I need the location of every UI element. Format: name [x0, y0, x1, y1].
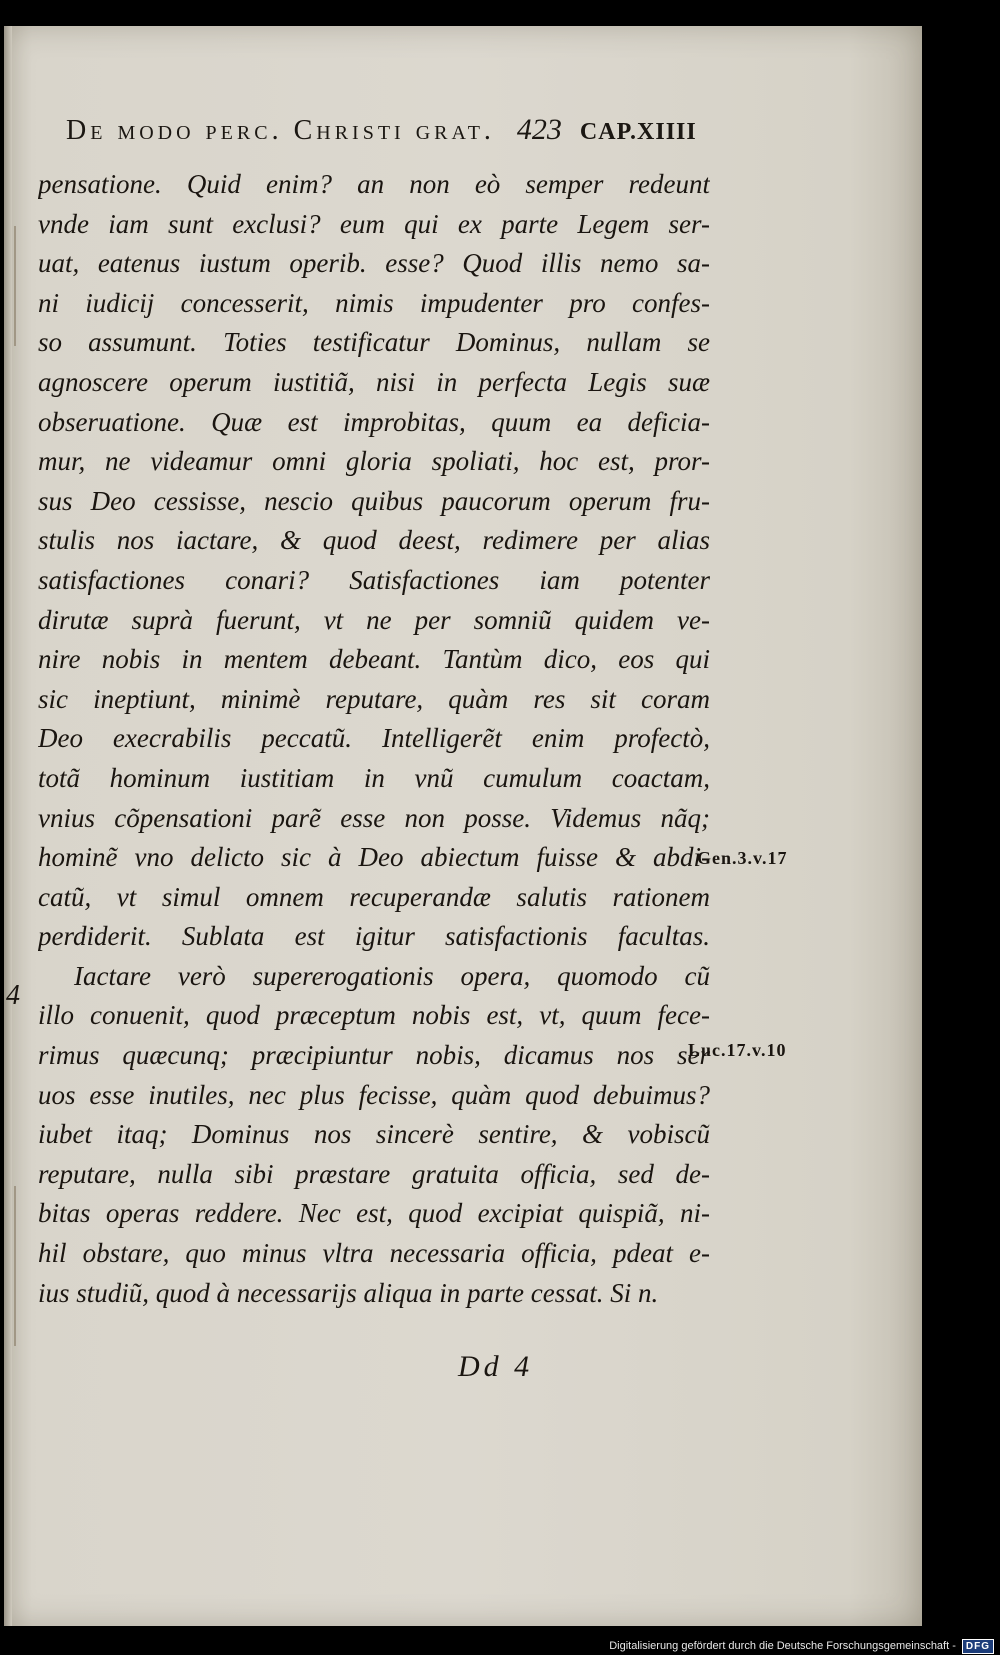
- text-line: mur, ne videamur omni gloria spoliati, hoc est, pror-: [38, 446, 710, 477]
- signature-catchword: Dd 4: [458, 1350, 534, 1383]
- text-line: illo conuenit, quod præceptum nobis est, vt, quum fece-: [38, 1000, 710, 1031]
- margin-note-genesis: Gen.3.v.17: [697, 848, 788, 868]
- text-line: satisfactiones conari? Satisfactiones iam potenter: [38, 564, 710, 595]
- text-line: pensatione. Quid enim? an non eò semper redeunt: [38, 169, 710, 199]
- text-line: uos esse inutiles, nec plus fecisse, quàm quod debuimus?: [38, 1079, 710, 1110]
- text-line: totã hominum iustitiam in vnũ cumulum coactam,: [38, 762, 710, 793]
- digitization-footer: [609, 1637, 994, 1655]
- footer-credit: Digitalisierung gefördert durch die Deutsche Forschungsgemeinschaft -: [609, 1640, 956, 1652]
- text-line: rimus quæcunq; præcipiuntur nobis, dicamus nos ser: [38, 1040, 710, 1071]
- text-line: sus Deo cessisse, nescio quibus paucorum operum fru-: [38, 485, 710, 516]
- margin-note-luke: Luc.17.v.10: [688, 1040, 787, 1060]
- text-line: vnius cõpensationi parẽ esse non posse. Videmus nãq;: [38, 802, 710, 833]
- text-line: agnoscere operum iustitiã, nisi in perfecta Legis suæ: [38, 366, 710, 397]
- text-line: uat, eatenus iustum operib. esse? Quod illis nemo sa-: [38, 248, 710, 279]
- text-line: ius studiũ, quod à necessarijs aliqua in parte cessat. Si n.: [38, 1277, 659, 1308]
- binding-shadow: [14, 226, 16, 346]
- text-line: dirutæ suprà fuerunt, vt ne per somniũ quidem ve-: [38, 604, 710, 635]
- running-head-title: De modo perc. Christi grat.: [66, 115, 495, 146]
- chapter-label: CAP.XIIII: [579, 119, 697, 145]
- text-line: Deo execrabilis peccatũ. Intelligerẽt enim profectò,: [38, 723, 710, 754]
- text-line: catũ, vt simul omnem recuperandæ salutis rationem: [38, 881, 710, 912]
- text-line: reputare, nulla sibi præstare gratuita officia, sed de-: [38, 1158, 710, 1189]
- text-line: iubet itaq; Dominus nos sincerè sentire, & vobiscũ: [38, 1119, 710, 1150]
- folio-number: 423: [516, 113, 562, 146]
- text-line: bitas operas reddere. Nec est, quod excipiat quispiã, ni-: [38, 1198, 710, 1229]
- text-line: ni iudicij concesserit, nimis impudenter pro confes-: [38, 287, 710, 318]
- text-line: so assumunt. Toties testificatur Dominus, nullam se: [38, 327, 710, 358]
- running-head: [66, 113, 946, 147]
- text-line: hil obstare, quo minus vltra necessaria officia, pdeat e-: [38, 1238, 710, 1269]
- text-line: sic ineptiunt, minimè reputare, quàm res sit coram: [38, 683, 710, 714]
- text-line: nire nobis in mentem debeant. Tantùm dico, eos qui: [38, 644, 710, 675]
- text-line: perdiderit. Sublata est igitur satisfactionis facultas.: [38, 921, 710, 952]
- page-binding-edge: [4, 26, 12, 1626]
- text-line: stulis nos iactare, & quod deest, redimere per alias: [38, 525, 710, 556]
- section-number: 4: [6, 980, 20, 1011]
- text-line: hominẽ vno delicto sic à Deo abiectum fuisse & abdi-: [38, 842, 710, 873]
- text-line: obseruatione. Quæ est improbitas, quum ea deficia-: [38, 406, 710, 437]
- text-line: vnde iam sunt exclusi? eum qui ex parte Legem ser-: [38, 208, 710, 239]
- binding-shadow: [14, 1186, 16, 1346]
- text-line: Iactare verò supererogationis opera, quomodo cũ: [74, 960, 710, 991]
- dfg-logo-icon: DFG: [962, 1639, 994, 1654]
- body-text: [38, 165, 710, 1313]
